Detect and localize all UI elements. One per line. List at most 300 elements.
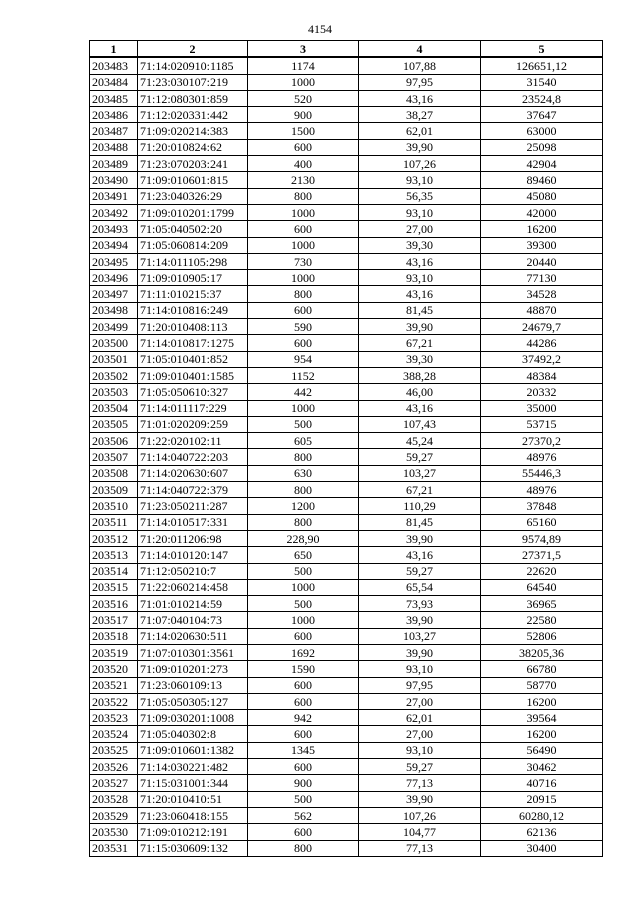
cadastral-number-cell: 71:20:010408:113 [138,319,248,335]
cadastral-number-cell: 71:01:010214:59 [138,596,248,612]
table-row [90,400,603,416]
area-cell: 600 [248,693,359,709]
area-cell: 500 [248,791,359,807]
row-number-cell: 203530 [90,824,138,840]
value-cell: 44286 [481,335,603,351]
row-number-cell: 203490 [90,172,138,188]
area-cell: 800 [248,840,359,856]
value-cell: 89460 [481,172,603,188]
row-number-cell: 203513 [90,547,138,563]
value-cell: 53715 [481,416,603,432]
cadastral-number-cell: 71:01:020209:259 [138,416,248,432]
column-header-3: 3 [248,41,359,58]
rate-cell: 39,30 [359,237,481,253]
value-cell: 23524,8 [481,90,603,106]
area-cell: 1000 [248,579,359,595]
value-cell: 62136 [481,824,603,840]
table-row [90,237,603,253]
row-number-cell: 203485 [90,90,138,106]
rate-cell: 43,16 [359,253,481,269]
rate-cell: 62,01 [359,123,481,139]
area-cell: 942 [248,710,359,726]
value-cell: 42904 [481,156,603,172]
row-number-cell: 203511 [90,514,138,530]
area-cell: 730 [248,253,359,269]
cadastral-number-cell: 71:09:010201:273 [138,661,248,677]
rate-cell: 97,95 [359,74,481,90]
area-cell: 600 [248,726,359,742]
rate-cell: 93,10 [359,742,481,758]
table-row [90,742,603,758]
value-cell: 16200 [481,726,603,742]
area-cell: 600 [248,139,359,155]
table-row [90,824,603,840]
rate-cell: 43,16 [359,286,481,302]
row-number-cell: 203486 [90,107,138,123]
area-cell: 500 [248,563,359,579]
row-number-cell: 203498 [90,302,138,318]
value-cell: 126651,12 [481,57,603,74]
rate-cell: 56,35 [359,188,481,204]
cadastral-number-cell: 71:12:080301:859 [138,90,248,106]
cadastral-number-cell: 71:05:060814:209 [138,237,248,253]
row-number-cell: 203527 [90,775,138,791]
table-row [90,156,603,172]
value-cell: 65160 [481,514,603,530]
rate-cell: 39,90 [359,612,481,628]
area-cell: 1000 [248,270,359,286]
row-number-cell: 203520 [90,661,138,677]
cadastral-number-cell: 71:14:011117:229 [138,400,248,416]
rate-cell: 59,27 [359,449,481,465]
row-number-cell: 203491 [90,188,138,204]
cadastral-number-cell: 71:14:020910:1185 [138,57,248,74]
rate-cell: 107,26 [359,807,481,823]
header-row [90,41,603,58]
area-cell: 1500 [248,123,359,139]
table-row [90,416,603,432]
rate-cell: 39,90 [359,530,481,546]
row-number-cell: 203484 [90,74,138,90]
cadastral-number-cell: 71:07:040104:73 [138,612,248,628]
table-row [90,123,603,139]
value-cell: 58770 [481,677,603,693]
area-cell: 1000 [248,612,359,628]
cadastral-number-cell: 71:09:010212:191 [138,824,248,840]
table-row [90,726,603,742]
value-cell: 38205,36 [481,644,603,660]
value-cell: 48976 [481,449,603,465]
table-body [90,57,603,856]
rate-cell: 104,77 [359,824,481,840]
cadastral-number-cell: 71:14:040722:379 [138,482,248,498]
row-number-cell: 203525 [90,742,138,758]
area-cell: 800 [248,188,359,204]
value-cell: 22620 [481,563,603,579]
cadastral-number-cell: 71:23:060109:13 [138,677,248,693]
table-row [90,188,603,204]
cadastral-number-cell: 71:09:010601:815 [138,172,248,188]
rate-cell: 39,90 [359,319,481,335]
row-number-cell: 203515 [90,579,138,595]
table-row [90,710,603,726]
value-cell: 39564 [481,710,603,726]
cadastral-number-cell: 71:23:040326:29 [138,188,248,204]
column-header-5: 5 [481,41,603,58]
cadastral-number-cell: 71:05:050305:127 [138,693,248,709]
value-cell: 55446,3 [481,465,603,481]
cadastral-number-cell: 71:09:010905:17 [138,270,248,286]
rate-cell: 93,10 [359,661,481,677]
area-cell: 1345 [248,742,359,758]
cadastral-number-cell: 71:09:010201:1799 [138,204,248,220]
table-row [90,286,603,302]
rate-cell: 81,45 [359,302,481,318]
value-cell: 48870 [481,302,603,318]
table-row [90,74,603,90]
rate-cell: 45,24 [359,433,481,449]
table-row [90,840,603,856]
rate-cell: 93,10 [359,204,481,220]
table-row [90,547,603,563]
value-cell: 20440 [481,253,603,269]
rate-cell: 103,27 [359,465,481,481]
row-number-cell: 203524 [90,726,138,742]
value-cell: 20332 [481,384,603,400]
value-cell: 40716 [481,775,603,791]
cadastral-number-cell: 71:15:031001:344 [138,775,248,791]
rate-cell: 59,27 [359,563,481,579]
row-number-cell: 203523 [90,710,138,726]
row-number-cell: 203518 [90,628,138,644]
area-cell: 562 [248,807,359,823]
table-row [90,596,603,612]
table-row [90,367,603,383]
area-cell: 500 [248,416,359,432]
value-cell: 60280,12 [481,807,603,823]
table-row [90,221,603,237]
row-number-cell: 203492 [90,204,138,220]
table-row [90,302,603,318]
rate-cell: 59,27 [359,759,481,775]
rate-cell: 27,00 [359,693,481,709]
cadastral-number-cell: 71:20:011206:98 [138,530,248,546]
value-cell: 37848 [481,498,603,514]
value-cell: 22580 [481,612,603,628]
area-cell: 1152 [248,367,359,383]
table-row [90,693,603,709]
row-number-cell: 203522 [90,693,138,709]
table-row [90,57,603,74]
row-number-cell: 203516 [90,596,138,612]
area-cell: 2130 [248,172,359,188]
area-cell: 1200 [248,498,359,514]
area-cell: 442 [248,384,359,400]
row-number-cell: 203496 [90,270,138,286]
value-cell: 34528 [481,286,603,302]
row-number-cell: 203507 [90,449,138,465]
value-cell: 63000 [481,123,603,139]
row-number-cell: 203509 [90,482,138,498]
table-row [90,791,603,807]
table-row [90,530,603,546]
area-cell: 600 [248,759,359,775]
value-cell: 45080 [481,188,603,204]
row-number-cell: 203529 [90,807,138,823]
row-number-cell: 203517 [90,612,138,628]
value-cell: 31540 [481,74,603,90]
row-number-cell: 203526 [90,759,138,775]
value-cell: 30400 [481,840,603,856]
rate-cell: 65,54 [359,579,481,595]
area-cell: 900 [248,107,359,123]
column-header-2: 2 [138,41,248,58]
rate-cell: 38,27 [359,107,481,123]
cadastral-number-cell: 71:05:040302:8 [138,726,248,742]
table-row [90,107,603,123]
rate-cell: 39,90 [359,644,481,660]
cadastral-number-cell: 71:23:030107:219 [138,74,248,90]
table-row [90,319,603,335]
value-cell: 30462 [481,759,603,775]
area-cell: 590 [248,319,359,335]
row-number-cell: 203506 [90,433,138,449]
rate-cell: 62,01 [359,710,481,726]
row-number-cell: 203512 [90,530,138,546]
area-cell: 1692 [248,644,359,660]
cadastral-number-cell: 71:07:010301:3561 [138,644,248,660]
table-row [90,351,603,367]
area-cell: 605 [248,433,359,449]
rate-cell: 73,93 [359,596,481,612]
rate-cell: 43,16 [359,400,481,416]
table-row [90,433,603,449]
row-number-cell: 203489 [90,156,138,172]
row-number-cell: 203499 [90,319,138,335]
table-row [90,563,603,579]
cadastral-number-cell: 71:12:020331:442 [138,107,248,123]
cadastral-number-cell: 71:20:010824:62 [138,139,248,155]
table-row [90,482,603,498]
area-cell: 1174 [248,57,359,74]
table-row [90,90,603,106]
value-cell: 35000 [481,400,603,416]
rate-cell: 93,10 [359,270,481,286]
area-cell: 600 [248,335,359,351]
rate-cell: 110,29 [359,498,481,514]
value-cell: 25098 [481,139,603,155]
cadastral-number-cell: 71:15:030609:132 [138,840,248,856]
cadastral-number-cell: 71:14:020630:607 [138,465,248,481]
table-row [90,514,603,530]
area-cell: 800 [248,514,359,530]
row-number-cell: 203510 [90,498,138,514]
value-cell: 39300 [481,237,603,253]
cadastral-number-cell: 71:09:020214:383 [138,123,248,139]
value-cell: 37492,2 [481,351,603,367]
row-number-cell: 203483 [90,57,138,74]
row-number-cell: 203494 [90,237,138,253]
value-cell: 66780 [481,661,603,677]
cadastral-number-cell: 71:14:011105:298 [138,253,248,269]
row-number-cell: 203487 [90,123,138,139]
value-cell: 36965 [481,596,603,612]
table-row [90,335,603,351]
row-number-cell: 203503 [90,384,138,400]
value-cell: 16200 [481,221,603,237]
area-cell: 600 [248,221,359,237]
cadastral-number-cell: 71:11:010215:37 [138,286,248,302]
value-cell: 42000 [481,204,603,220]
cadastral-number-cell: 71:20:010410:51 [138,791,248,807]
value-cell: 9574,89 [481,530,603,546]
area-cell: 900 [248,775,359,791]
cadastral-number-cell: 71:05:040502:20 [138,221,248,237]
cadastral-number-cell: 71:12:050210:7 [138,563,248,579]
table-row [90,270,603,286]
value-cell: 27371,5 [481,547,603,563]
column-header-4: 4 [359,41,481,58]
table-row [90,384,603,400]
table-row [90,172,603,188]
page-number: 4154 [308,22,332,36]
area-cell: 1000 [248,204,359,220]
rate-cell: 39,90 [359,791,481,807]
row-number-cell: 203504 [90,400,138,416]
value-cell: 48976 [481,482,603,498]
cadastral-number-cell: 71:14:010817:1275 [138,335,248,351]
cadastral-number-cell: 71:14:010120:147 [138,547,248,563]
value-cell: 64540 [481,579,603,595]
row-number-cell: 203521 [90,677,138,693]
rate-cell: 77,13 [359,840,481,856]
table-row [90,628,603,644]
rate-cell: 43,16 [359,90,481,106]
area-cell: 630 [248,465,359,481]
cadastral-number-cell: 71:23:050211:287 [138,498,248,514]
value-cell: 27370,2 [481,433,603,449]
rate-cell: 103,27 [359,628,481,644]
cadastral-number-cell: 71:23:070203:241 [138,156,248,172]
value-cell: 20915 [481,791,603,807]
table-row [90,759,603,775]
value-cell: 77130 [481,270,603,286]
area-cell: 228,90 [248,530,359,546]
value-cell: 16200 [481,693,603,709]
value-cell: 37647 [481,107,603,123]
table-row [90,139,603,155]
row-number-cell: 203519 [90,644,138,660]
value-cell: 56490 [481,742,603,758]
area-cell: 520 [248,90,359,106]
area-cell: 800 [248,286,359,302]
rate-cell: 93,10 [359,172,481,188]
cadastral-number-cell: 71:14:030221:482 [138,759,248,775]
row-number-cell: 203497 [90,286,138,302]
cadastral-number-cell: 71:05:050610:327 [138,384,248,400]
cadastral-number-cell: 71:14:010816:249 [138,302,248,318]
row-number-cell: 203493 [90,221,138,237]
cadastral-number-cell: 71:09:010401:1585 [138,367,248,383]
row-number-cell: 203514 [90,563,138,579]
area-cell: 500 [248,596,359,612]
value-cell: 48384 [481,367,603,383]
area-cell: 600 [248,824,359,840]
cadastral-number-cell: 71:09:010601:1382 [138,742,248,758]
table-row [90,579,603,595]
table-row [90,677,603,693]
rate-cell: 67,21 [359,482,481,498]
row-number-cell: 203505 [90,416,138,432]
area-cell: 400 [248,156,359,172]
rate-cell: 107,88 [359,57,481,74]
area-cell: 600 [248,628,359,644]
row-number-cell: 203531 [90,840,138,856]
row-number-cell: 203495 [90,253,138,269]
area-cell: 600 [248,302,359,318]
row-number-cell: 203488 [90,139,138,155]
table-row [90,644,603,660]
rate-cell: 39,90 [359,139,481,155]
table-row [90,449,603,465]
rate-cell: 67,21 [359,335,481,351]
table-row [90,775,603,791]
area-cell: 1590 [248,661,359,677]
rate-cell: 97,95 [359,677,481,693]
row-number-cell: 203500 [90,335,138,351]
rate-cell: 107,43 [359,416,481,432]
area-cell: 800 [248,449,359,465]
cadastral-number-cell: 71:14:020630:511 [138,628,248,644]
rate-cell: 107,26 [359,156,481,172]
table-row [90,498,603,514]
table-row [90,807,603,823]
area-cell: 954 [248,351,359,367]
cadastral-number-cell: 71:09:030201:1008 [138,710,248,726]
rate-cell: 77,13 [359,775,481,791]
row-number-cell: 203528 [90,791,138,807]
area-cell: 1000 [248,237,359,253]
table-row [90,204,603,220]
rate-cell: 27,00 [359,221,481,237]
rate-cell: 388,28 [359,367,481,383]
row-number-cell: 203502 [90,367,138,383]
cadastral-number-cell: 71:22:020102:11 [138,433,248,449]
area-cell: 650 [248,547,359,563]
cadastral-number-cell: 71:14:040722:203 [138,449,248,465]
cadastral-number-cell: 71:05:010401:852 [138,351,248,367]
cadastral-number-cell: 71:23:060418:155 [138,807,248,823]
value-cell: 52806 [481,628,603,644]
data-table [89,40,603,857]
table-row [90,661,603,677]
rate-cell: 39,30 [359,351,481,367]
rate-cell: 43,16 [359,547,481,563]
area-cell: 1000 [248,400,359,416]
rate-cell: 46,00 [359,384,481,400]
table-row [90,465,603,481]
table-row [90,612,603,628]
area-cell: 600 [248,677,359,693]
cadastral-number-cell: 71:14:010517:331 [138,514,248,530]
area-cell: 800 [248,482,359,498]
row-number-cell: 203508 [90,465,138,481]
table-row [90,253,603,269]
rate-cell: 27,00 [359,726,481,742]
area-cell: 1000 [248,74,359,90]
cadastral-number-cell: 71:22:060214:458 [138,579,248,595]
column-header-1: 1 [90,41,138,58]
